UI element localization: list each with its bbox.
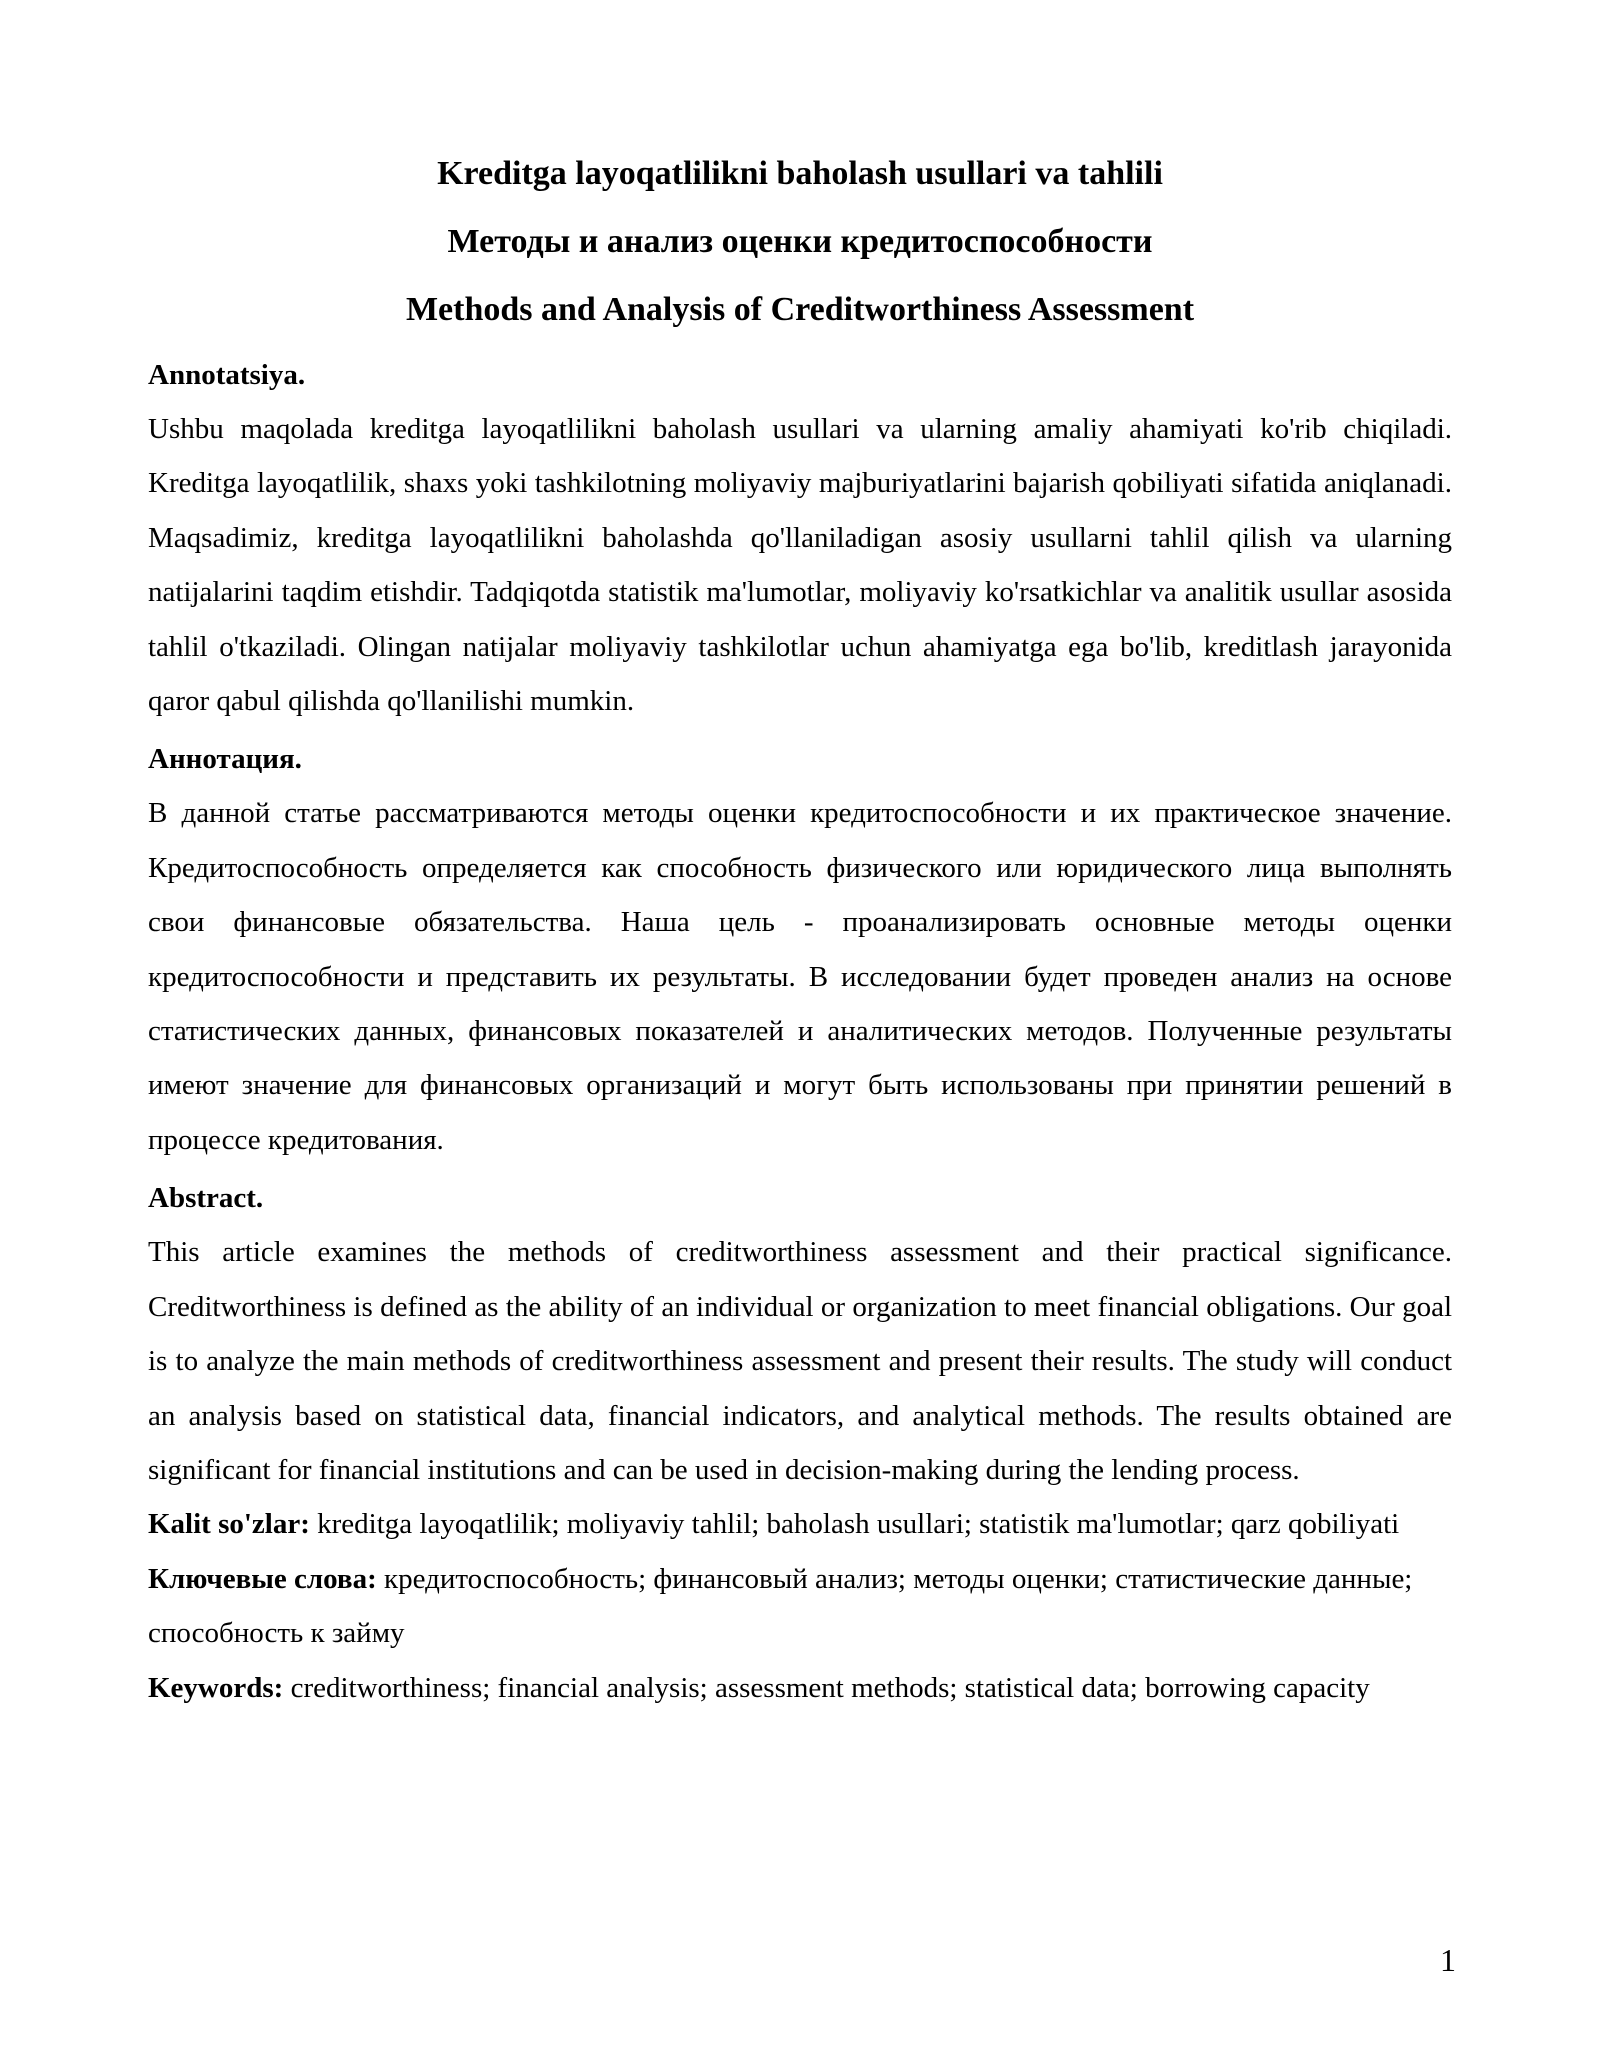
keywords-uzbek <box>148 1497 1452 1551</box>
title-english: Methods and Analysis of Creditworthiness Assessment <box>405 291 1195 328</box>
keywords-english-label: Keywords: <box>148 1671 284 1704</box>
keywords-english <box>148 1661 1452 1715</box>
keywords-uzbek-label: Kalit so'zlar: <box>148 1508 310 1541</box>
keywords-russian <box>148 1552 1452 1661</box>
abstract-russian-text: В данной статье рассматриваются методы оценки кредитоспособности и их практическое значение. Кредитоспособность определяется как способность физического или юридического лица выполнять свои финансовые обязательства. Наша цель - проанализировать основные методы оценки кредитоспособности и представить их результаты. В исследовании будет проведен анализ на основе статистических данных, финансовых показателей и аналитических методов. Полученные результаты имеют значение для финансовых организаций и могут быть использованы при принятии решений в процессе кредитования. <box>148 797 1452 1156</box>
abstract-english <box>148 1171 1452 1497</box>
paper-page <box>148 140 1452 1715</box>
abstract-english-text: This article examines the methods of creditworthiness assessment and their practical significance. Creditworthiness is defined as the ability of an individual or organization to meet financial obligations. Our goal is to analyze the main methods of creditworthiness assessment and present their results. The study will conduct an analysis based on statistical data, financial indicators, and analytical methods. The results obtained are significant for financial institutions and can be used in decision-making during the lending process. <box>148 1236 1452 1486</box>
abstract-uzbek-heading: Annotatsiya. <box>148 359 306 391</box>
keywords-english-text: creditworthiness; financial analysis; assessment methods; statistical data; borrowing capacity <box>283 1671 1370 1704</box>
page-number: 1 <box>1440 1942 1456 1978</box>
title-russian: Методы и анализ оценки кредитоспособности <box>447 223 1153 260</box>
title-uzbek: Kreditga layoqatlilikni baholash usullari va tahlili <box>437 155 1163 192</box>
keywords-uzbek-text: kreditga layoqatlilik; moliyaviy tahlil; baholash usullari; statistik ma'lumotlar; qarz qobiliyati <box>309 1508 1400 1541</box>
abstract-russian <box>148 732 1452 1167</box>
keywords-russian-label: Ключевые слова: <box>148 1562 377 1595</box>
abstract-english-heading: Abstract. <box>148 1182 264 1215</box>
abstract-russian-heading: Аннотация. <box>148 743 302 776</box>
abstract-uzbek-text: Ushbu maqolada kreditga layoqatlilikni baholash usullari va ularning amaliy ahamiyati ko'rib chiqiladi. Kreditga layoqatlilik, shaxs yoki tashkilotning moliyaviy majburiyatlarini bajarish qobiliyati sifatida aniqlanadi. Maqsadimiz, kreditga layoqatlilikni baholashda qo'llaniladigan asosiy usullarni tahlil qilish va ularning natijalarini taqdim etishdir. Tadqiqotda statistik ma'lumotlar, moliyaviy ko'rsatkichlar va analitik usullar asosida tahlil o'tkaziladi. Olingan natijalar moliyaviy tashkilotlar uchun ahamiyatga ega bo'lib, kreditlash jarayonida qaror qabul qilishda qo'llanilishi mumkin. <box>148 413 1452 718</box>
keywords-russian-text: кредитоспособность; финансовый анализ; методы оценки; статистические данные; способность к займу <box>148 1562 1413 1650</box>
abstract-uzbek <box>148 348 1452 728</box>
